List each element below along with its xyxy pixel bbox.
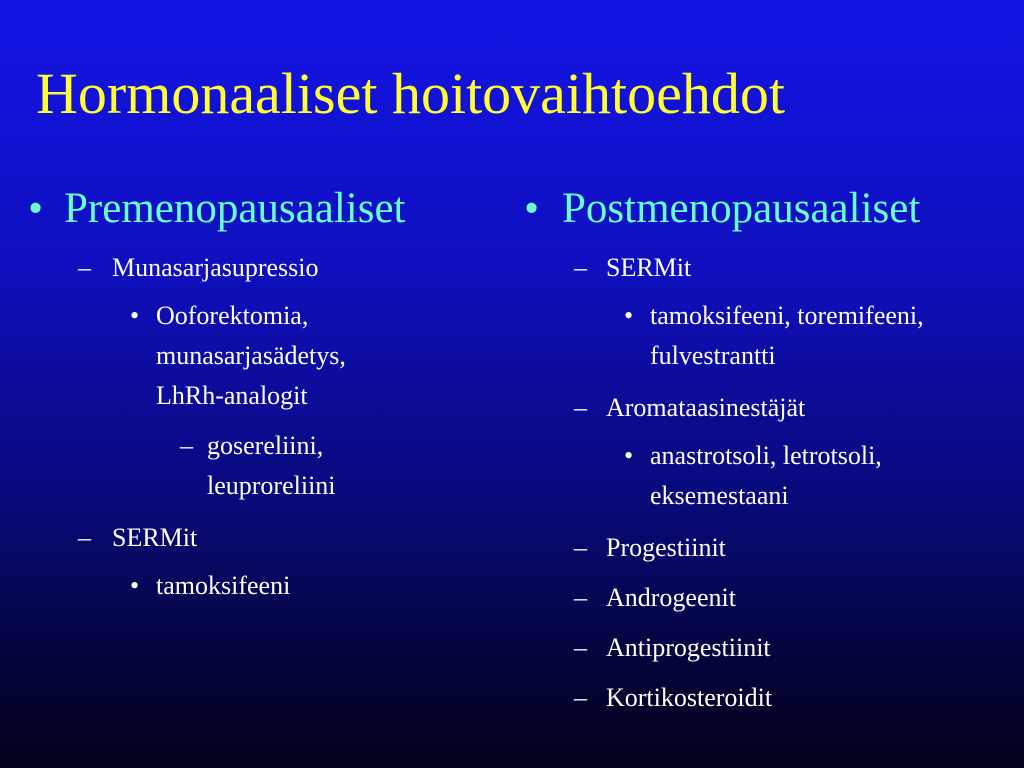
dash-marker: – [574,393,587,422]
sub-item-line: tamoksifeeni, toremifeeni, [650,301,924,330]
dash-marker: – [78,523,91,552]
list-item-label: Aromataasinestäjät [606,393,806,422]
bullet-marker: • [130,301,140,330]
list-item-label: Antiprogestiinit [606,633,771,662]
list-item-label: Munasarjasupressio [112,253,319,282]
sub-item-line: Ooforektomia, [156,301,309,330]
list-item [508,390,1008,426]
list-item [0,250,500,286]
sub-list-item [508,436,1008,516]
bullet-marker: • [524,185,540,232]
dash-marker: – [78,253,91,282]
sub-list-item [0,296,500,416]
sub-item-line: munasarjasädetys, [156,341,346,370]
left-heading [0,182,500,236]
dash-marker: – [574,633,587,662]
sub-item-line: tamoksifeeni [156,571,291,600]
bullet-marker: • [624,301,634,330]
dash-marker: – [574,583,587,612]
list-item [508,580,1008,616]
sub-item-line: fulvestrantti [650,341,776,370]
list-item [508,680,1008,716]
sub-sub-item-line: leuproreliini [207,471,336,500]
right-heading [508,182,1008,236]
list-item-label: SERMit [112,523,198,552]
list-item [508,250,1008,286]
left-column [0,182,500,606]
sub-item-line: eksemestaani [650,481,789,510]
dash-marker: – [574,253,587,282]
list-item-label: Androgeenit [606,583,736,612]
bullet-marker: • [130,571,140,600]
right-column [508,182,1008,716]
sub-item-line: LhRh-analogit [156,381,308,410]
sub-sub-item-line: gosereliini, [207,431,324,460]
sub-list-item [0,566,500,606]
right-heading-text: Postmenopausaaliset [562,185,921,232]
sub-list-item [508,296,1008,376]
list-item-label: Progestiinit [606,533,726,562]
list-item [0,520,500,556]
dash-marker: – [574,533,587,562]
list-item [508,530,1008,566]
list-item-label: Kortikosteroidit [606,683,773,712]
list-item [508,630,1008,666]
list-item-label: SERMit [606,253,692,282]
slide-title: Hormonaaliset hoitovaihtoehdot [36,61,786,126]
bullet-marker: • [28,185,44,232]
sub-item-line: anastrotsoli, letrotsoli, [650,441,882,470]
bullet-marker: • [624,441,634,470]
dash-marker: – [574,683,587,712]
left-heading-text: Premenopausaaliset [64,185,406,232]
dash-marker: – [180,431,193,460]
sub-sub-list-item [0,426,500,506]
